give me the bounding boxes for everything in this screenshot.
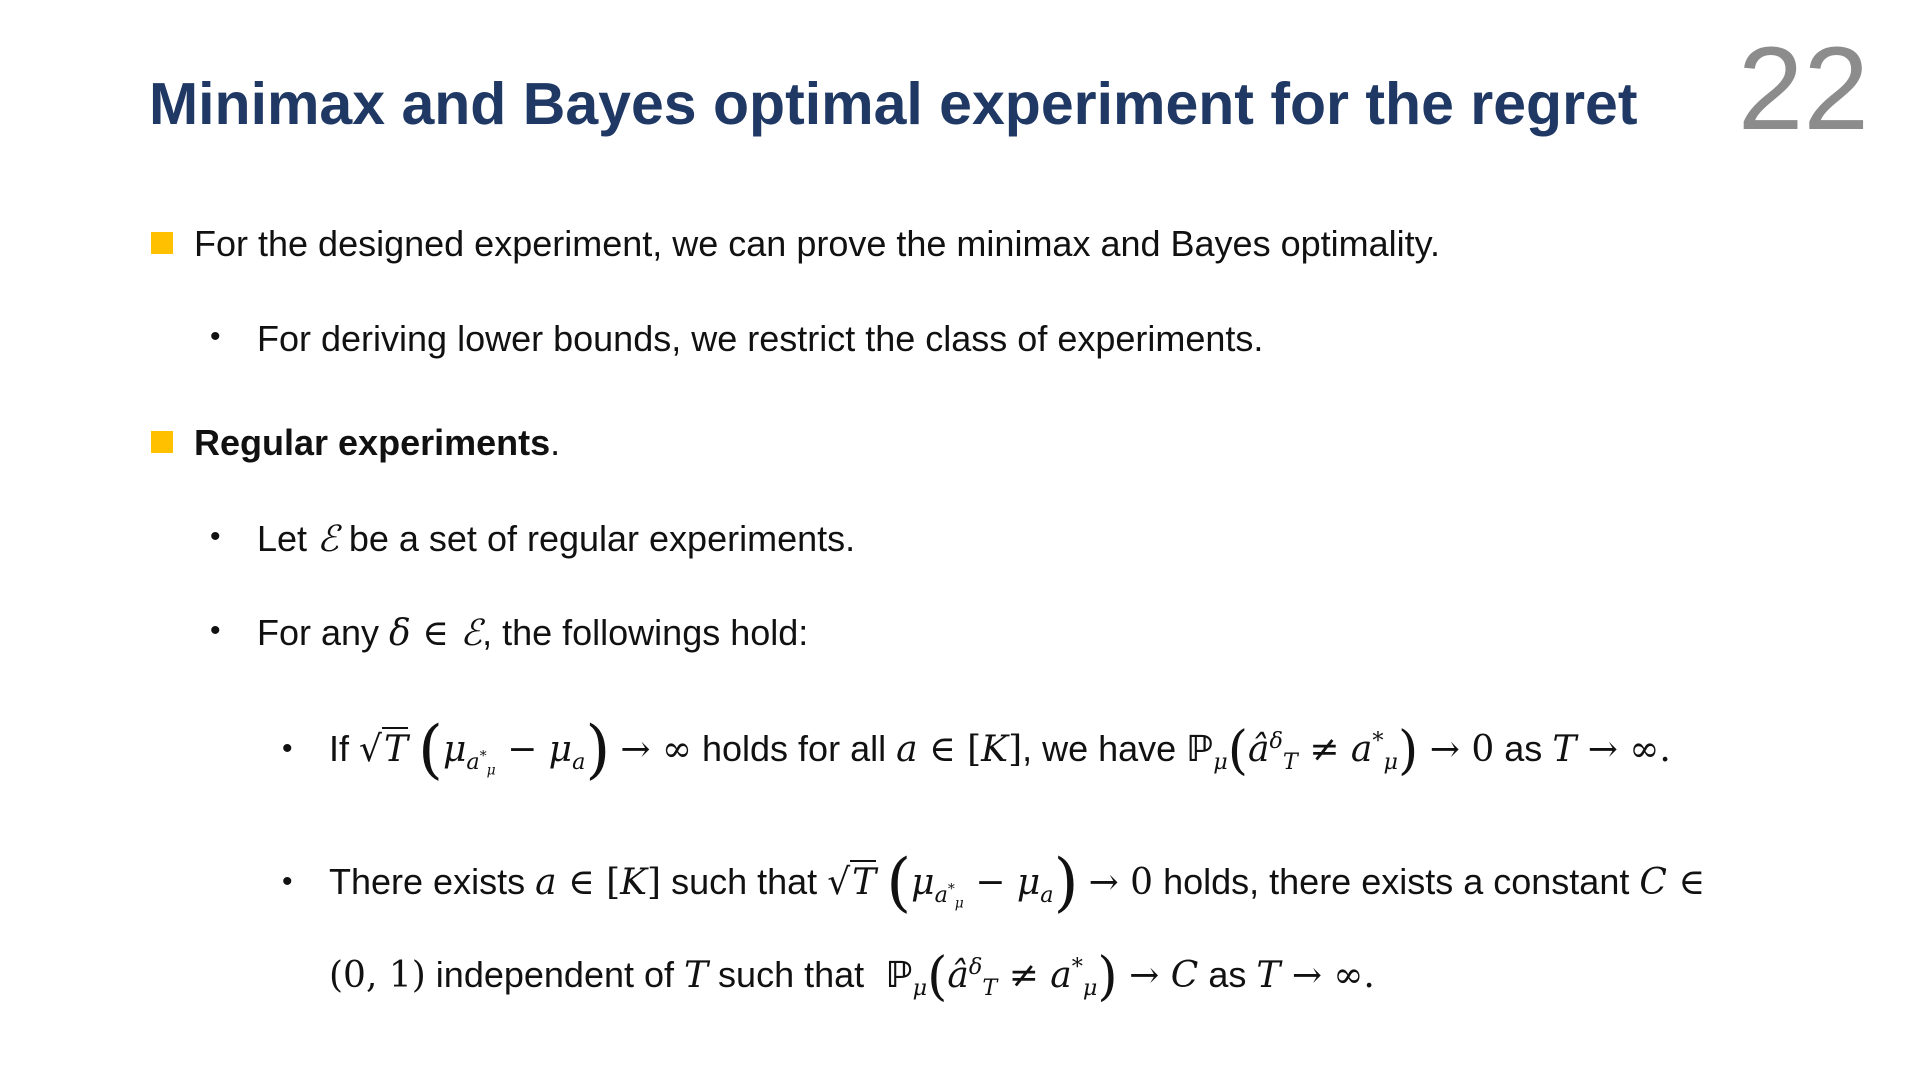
math-c: C — [1170, 955, 1199, 996]
round-bullet-icon: • — [282, 732, 293, 765]
condition-item-constant-error: There exists a ∈ [K] such that √T $(\mu_{a^*_\mu} - \mu_a) \to 0$ holds, there exists a constant C ∈ — [329, 846, 1705, 920]
math-to-zero: → 0 — [1088, 862, 1154, 903]
math-probability-error: $ℙ_\mu(â^\delta_T \ne a^*_\mu)$ → — [885, 947, 1171, 1007]
holds-for-all-text: holds for all — [691, 728, 897, 769]
math-delta-in-e: δ — [389, 613, 411, 654]
math-c-in: C — [1639, 862, 1667, 903]
math-a-in-k: a — [896, 729, 918, 770]
math-sqrt-t: √T — [827, 862, 877, 903]
regular-experiments-heading: Regular experiments — [194, 422, 551, 463]
math-t-to-infinity: T — [1552, 729, 1577, 770]
such-that-text: such that — [661, 861, 828, 902]
there-exists-text: There exists — [329, 861, 536, 902]
set-description-text: be a set of regular experiments. — [338, 518, 856, 559]
math-to-infinity: → ∞ — [620, 729, 692, 770]
condition-item-constant-error-continued: (0, 1) independent of T such that $ℙ_\mu(â^\delta_T \ne a^*_\mu) \to C$ as T → ∞. — [329, 947, 1375, 1007]
we-have-text: , we have — [1022, 728, 1187, 769]
round-bullet-icon: • — [210, 320, 221, 353]
let-text: Let — [257, 518, 318, 559]
condition-item-consistency: If √T $(\mu_{a^*_\mu} - \mu_a)$ → ∞ holds for all a ∈ [K], we have $ℙ_\mu(â^\delta_T \ne a^*_\mu) \to 0$ as T → ∞. — [329, 713, 1671, 787]
bullet-regular-experiments — [194, 421, 560, 464]
constant-text: holds, there exists a constant — [1153, 861, 1640, 902]
math-t-to-infinity: T — [1256, 955, 1281, 996]
round-bullet-icon: • — [210, 614, 221, 647]
for-any-text: For any — [257, 612, 390, 653]
math-open-interval: (0, 1) — [329, 955, 426, 996]
round-bullet-icon: • — [210, 520, 221, 553]
independent-of-text: independent of — [425, 954, 685, 995]
math-a-in-k: a — [535, 862, 557, 903]
math-probability-error: $ℙ_\mu(â^\delta_T \ne a^*_\mu) \to 0$ — [1186, 721, 1495, 781]
math-gap-expression: $\mu_{a^*_\mu} - \mu_a$ — [442, 729, 586, 779]
sub-bullet-set-definition — [257, 517, 855, 561]
math-sqrt-t: √T — [359, 729, 408, 770]
round-bullet-icon: • — [282, 865, 293, 898]
math-script-e: ℰ — [317, 519, 339, 560]
if-text: If — [329, 728, 360, 769]
math-t: T — [684, 955, 709, 996]
slide-title: Minimax and Bayes optimal experiment for the regret — [149, 71, 1638, 137]
sub-bullet-followings-hold: For any δ ∈ ℰ, the followings hold: — [257, 612, 809, 654]
slide-number: 22 — [1737, 23, 1869, 155]
as-text: as — [1198, 954, 1257, 995]
such-that-text: such that — [708, 954, 875, 995]
bullet-designed-experiment: For the designed experiment, we can prove the minimax and Bayes optimality. — [194, 223, 1440, 264]
followings-text: , the followings hold: — [482, 612, 809, 653]
regular-experiments-period: . — [550, 422, 561, 463]
sub-bullet-lower-bounds: For deriving lower bounds, we restrict the class of experiments. — [257, 318, 1264, 359]
as-text: as — [1494, 728, 1553, 769]
square-bullet-icon — [151, 431, 173, 453]
square-bullet-icon — [151, 232, 173, 254]
math-gap-expression: $\mu_{a^*_\mu} - \mu_a$ — [911, 862, 1054, 912]
